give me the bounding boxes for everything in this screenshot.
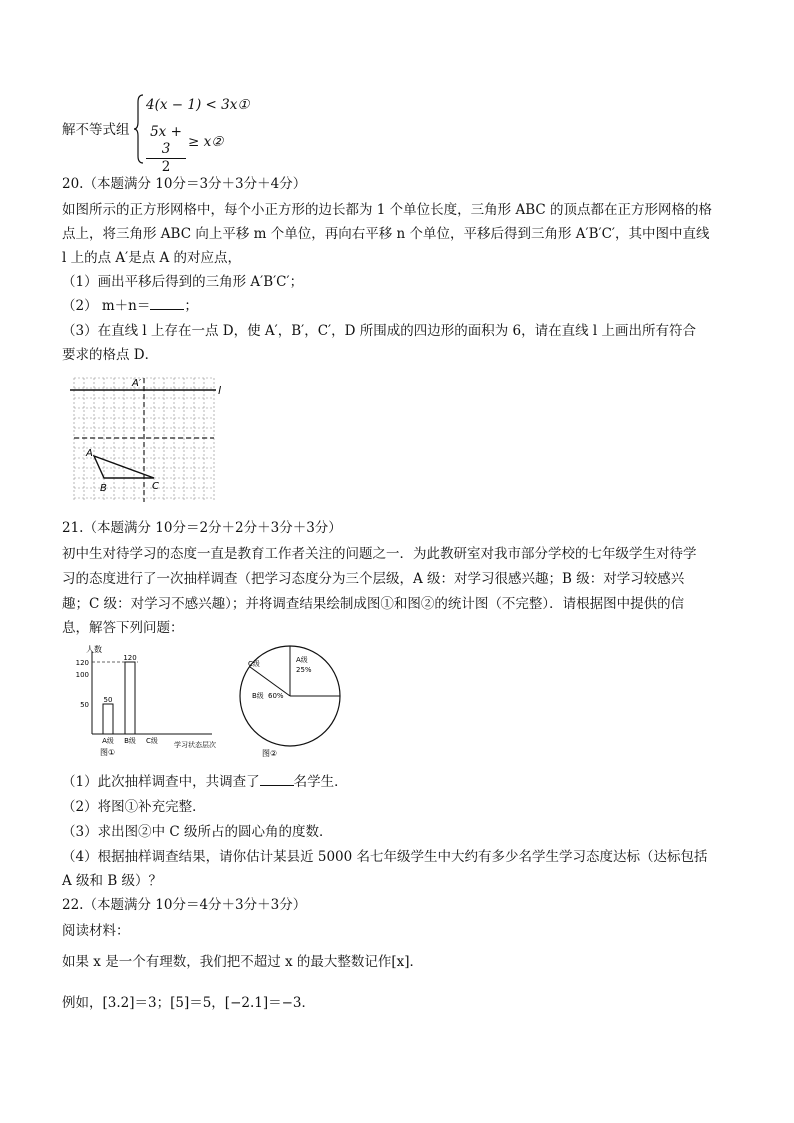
q20-header: 20.（本题满分 10分＝3分＋3分＋4分） — [62, 176, 307, 192]
brace-icon — [134, 94, 144, 164]
q20-sub-2 — [62, 296, 198, 316]
label-b: B — [100, 483, 107, 494]
bar-data-label: 120 — [123, 654, 137, 662]
q21-sub-4a: （4）根据抽样调查结果，请你估计某县近 5000 名七年级学生中大约有多少名学生学习态度达标（达标包括 — [62, 849, 708, 865]
answer-blank — [150, 297, 184, 310]
q21-para-2: 习的态度进行了一次抽样调查（把学习态度分为三个层级，A 级：对学习很感兴趣；B 级：对学习较感兴 — [62, 571, 685, 587]
q21-para-4: 息，解答下列问题： — [62, 620, 184, 636]
grid-figure — [66, 374, 236, 506]
inequality-eq2-tail: ≥ x② — [188, 134, 224, 150]
bar-figure-title: 图① — [100, 748, 116, 757]
q20-sub-2-text: （2） m＋n＝ — [62, 298, 151, 314]
q21-sub-3: （3）求出图②中 C 级所占的圆心角的度数． — [62, 824, 333, 840]
q21-sub-2: （2）将图①补充完整． — [62, 799, 206, 815]
q20-para-3: l 上的点 A′是点 A 的对应点， — [62, 250, 242, 266]
answer-blank — [260, 773, 294, 786]
fraction-denominator: 2 — [161, 159, 171, 175]
bar-y-tick: 120 — [75, 659, 89, 667]
q21-sub-1-text: （1）此次抽样调查中，共调查了 — [62, 774, 260, 790]
pie-slice-label-B级: B级 — [252, 692, 264, 700]
label-c: C — [152, 481, 159, 492]
bar-ylabel: 人数 — [86, 645, 102, 654]
q22-para-0: 阅读材料： — [62, 923, 130, 939]
q21-sub-1 — [62, 772, 348, 792]
bar-y-tick: 50 — [80, 701, 89, 709]
q20-para-1: 如图所示的正方形网格中，每个小正方形的边长都为 1 个单位长度，三角形 ABC 的顶点都在正方形网格的格 — [62, 202, 713, 218]
q21-header: 21.（本题满分 10分＝2分＋2分＋3分＋3分） — [62, 520, 342, 536]
pie-slice-label-A级: A级 — [296, 656, 308, 664]
bar-category-label: C级 — [146, 737, 158, 745]
label-a: A — [86, 448, 93, 459]
inequality-eq2-fraction — [146, 124, 186, 176]
bar-B级 — [125, 662, 135, 734]
bar-chart — [62, 642, 232, 760]
q21-sub-1-tail: 名学生． — [293, 774, 348, 790]
bar-xlabel: 学习状态层次 — [174, 741, 216, 749]
q21-para-1: 初中生对待学习的态度一直是教育工作者关注的问题之一．为此教研室对我市部分学校的七年级学生对待学 — [62, 546, 697, 562]
bar-data-label: 50 — [103, 696, 113, 704]
q20-sub-3a: （3）在直线 l 上存在一点 D，使 A′，B′，C′，D 所围成的四边形的面积为 6，请在直线 l 上画出所有符合 — [62, 323, 696, 339]
pie-slice-percent-A级: 25% — [296, 666, 312, 674]
bar-y-tick: 100 — [75, 671, 89, 679]
q20-sub-1: （1）画出平移后得到的三角形 A′B′C′； — [62, 274, 304, 290]
inequality-eq1: 4(x − 1) < 3x① — [146, 97, 250, 113]
q21-para-3: 趣；C 级：对学习不感兴趣）；并将调查结果绘制成图①和图②的统计图（不完整）．请根据图中提供的信 — [62, 596, 685, 612]
q22-para-1: 如果 x 是一个有理数，我们把不超过 x 的最大整数记作[x]． — [62, 954, 424, 970]
q20-para-2: 点上，将三角形 ABC 向上平移 m 个单位，再向右平移 n 个单位，平移后得到三角形 A′B′C′，其中图中直线 — [62, 226, 710, 242]
fraction-numerator: 5x + 3 — [146, 124, 186, 159]
pie-figure-title: 图② — [262, 749, 278, 758]
label-a-prime: A′ — [132, 378, 142, 389]
q22-header: 22.（本题满分 10分＝4分＋3分＋3分） — [62, 897, 307, 913]
pie-chart — [234, 642, 346, 760]
q20-sub-2-tail: ； — [184, 298, 198, 314]
bar-A级 — [103, 704, 113, 734]
pie-slice-label-C级: C级 — [248, 660, 260, 668]
bar-category-label: B级 — [124, 737, 136, 745]
pie-slice-percent-B级: 60% — [268, 692, 284, 700]
inequality-intro: 解不等式组 — [62, 122, 130, 138]
label-l: l — [218, 384, 222, 397]
q20-sub-3b: 要求的格点 D． — [62, 347, 159, 363]
bar-category-label: A级 — [102, 737, 114, 745]
q22-para-2: 例如，[3.2]＝3；[5]＝5，[−2.1]＝−3． — [62, 995, 316, 1011]
q21-sub-4b: A 级和 B 级）？ — [62, 873, 163, 889]
